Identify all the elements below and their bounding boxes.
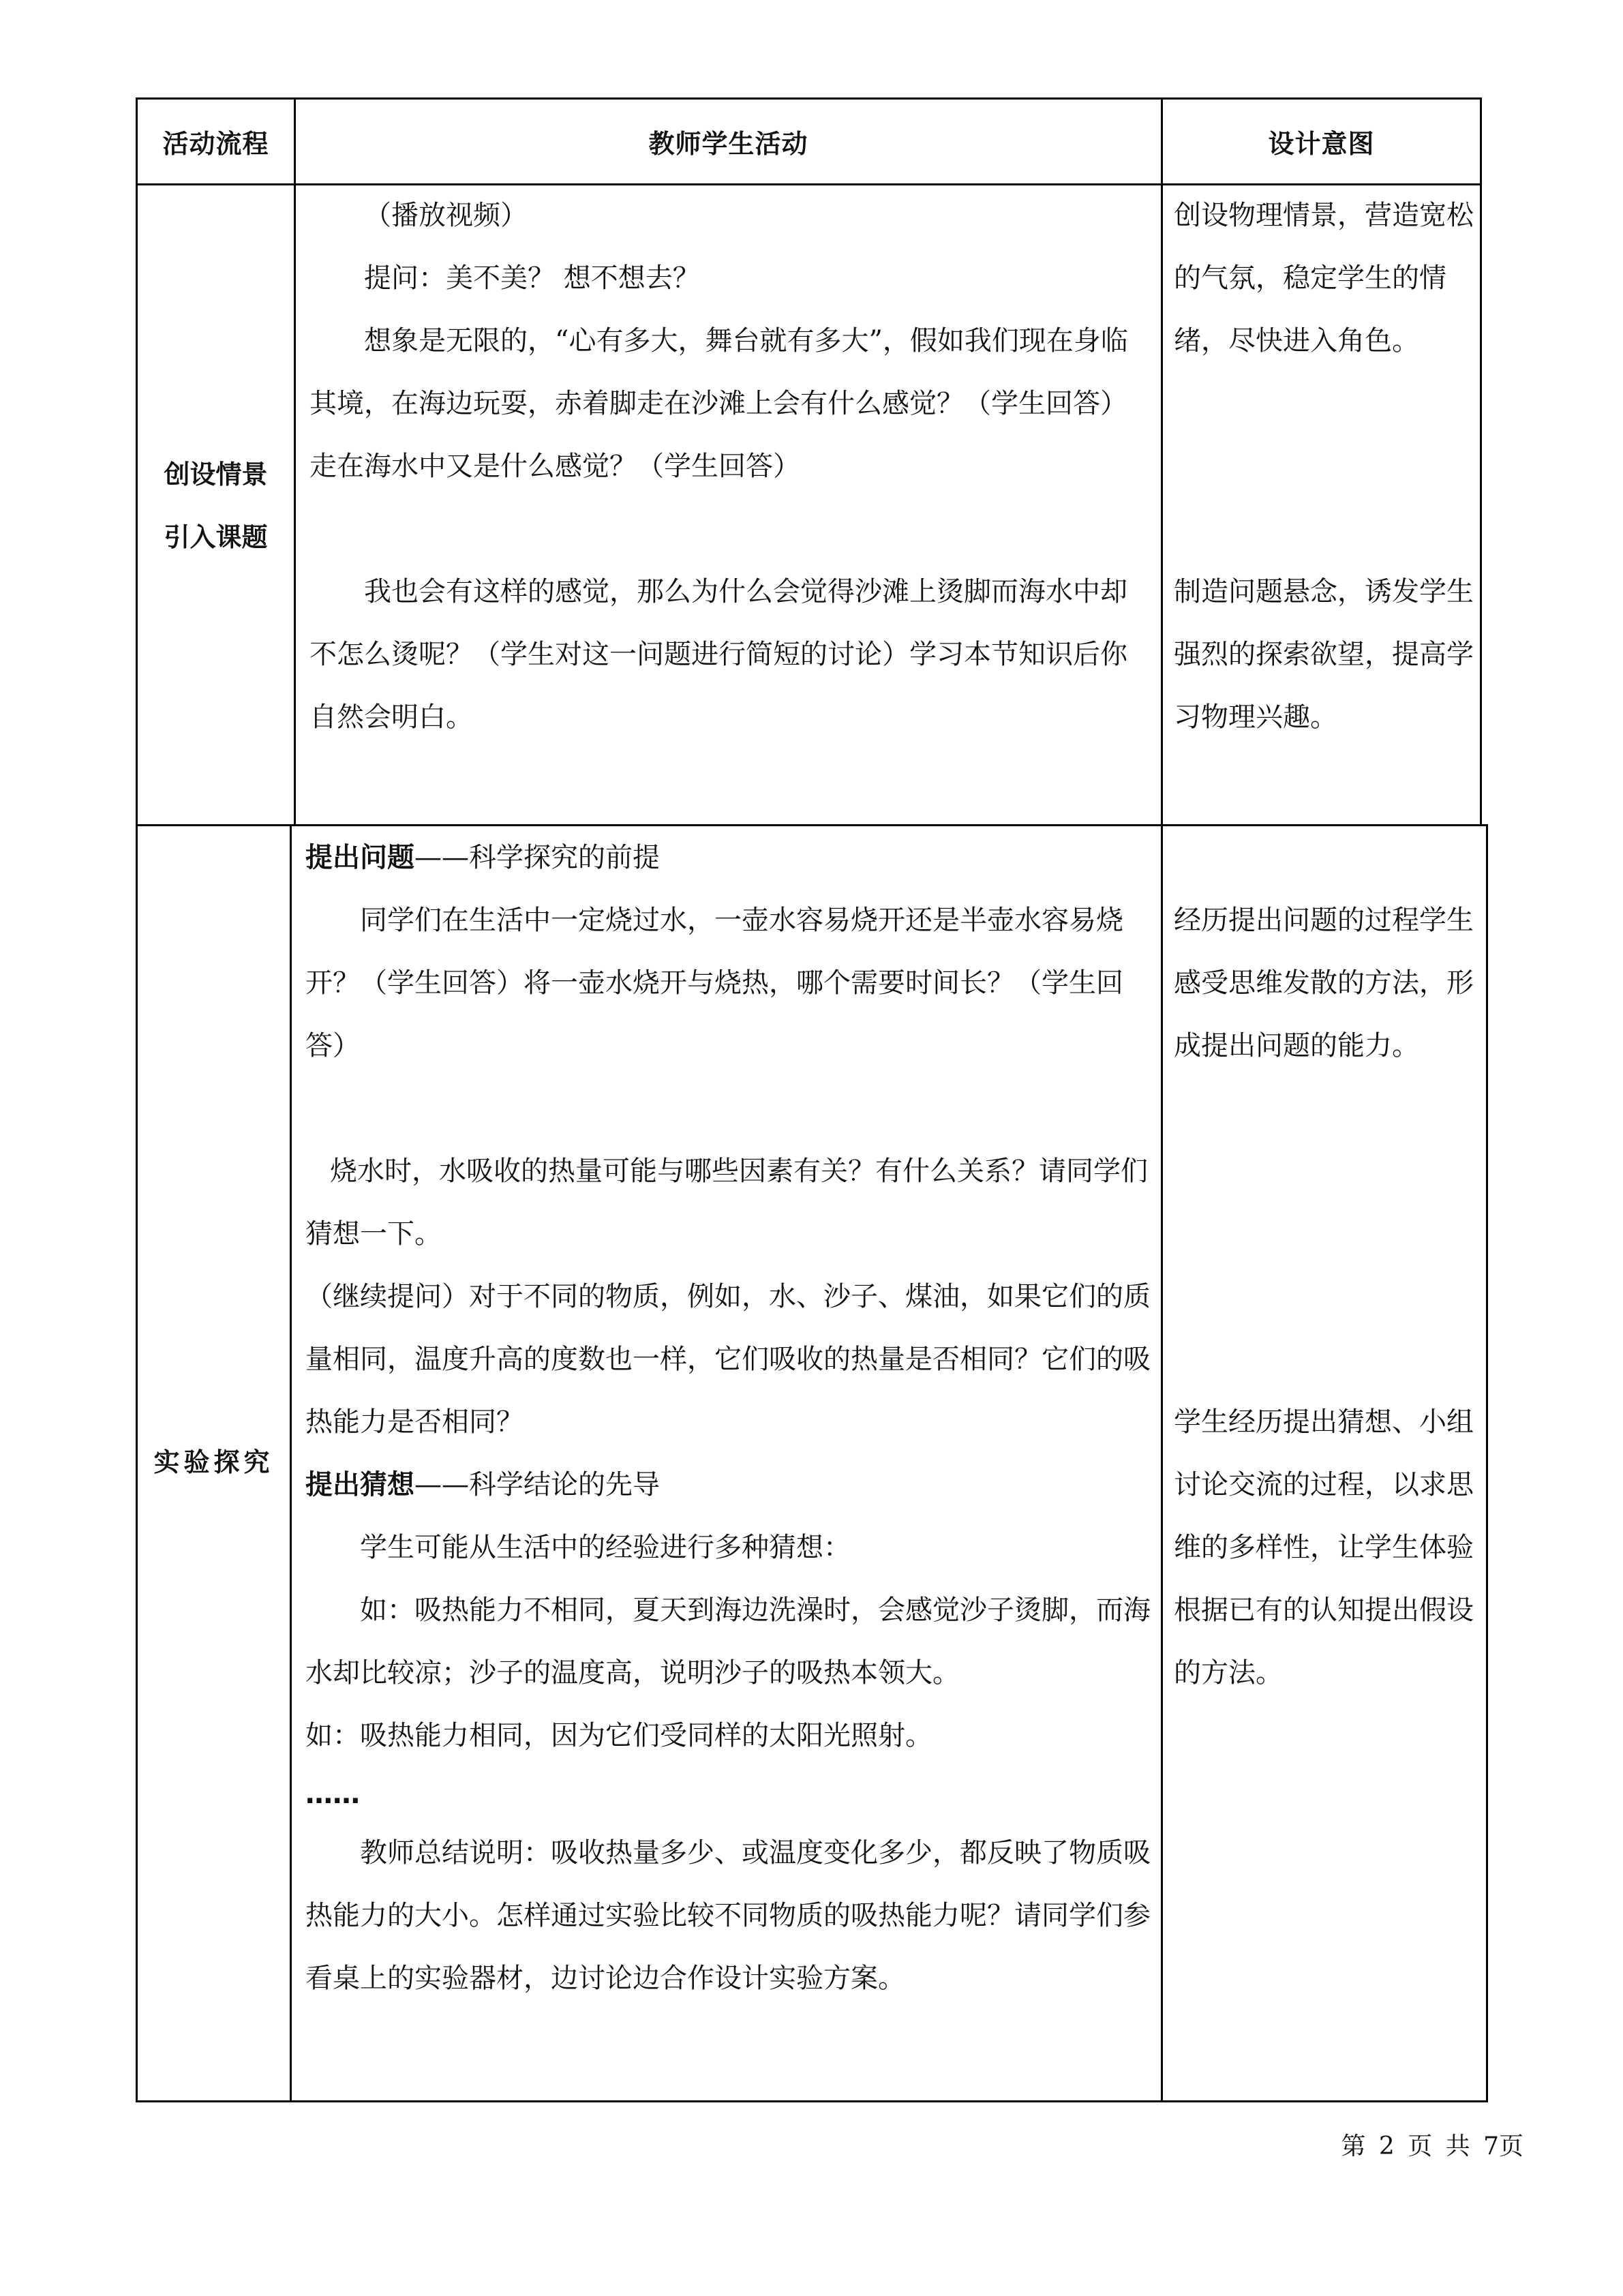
header-flow <box>138 100 294 183</box>
table-bottom-border <box>136 2100 1487 2102</box>
row1-activity-p2: 提问：美不美？ 想不想去？ <box>364 262 700 294</box>
header-intent <box>1163 100 1480 183</box>
row2-intent-2: 学生经历提出猜想、小组讨论交流的过程，以求思维的多样性，让学生体验根据已有的认知提出假设的方法。 <box>1174 1406 1474 1689</box>
row2-activity-cell <box>305 826 1151 2010</box>
row1-intent-2: 制造问题悬念，诱发学生强烈的探索欲望，提高学习物理兴趣。 <box>1174 576 1474 733</box>
header-intent-label: 设计意图 <box>1268 129 1375 159</box>
row2-activity-ellipsis: …… <box>305 1779 360 1810</box>
row1-activity-p4: 我也会有这样的感觉，那么为什么会觉得沙滩上烫脚而海水中却不怎么烫呢？（学生对这一问题进行简短的讨论）学习本节知识后你自然会明白。 <box>309 576 1127 733</box>
row1-intent-cell <box>1174 184 1474 749</box>
row2-activity-p6: 如：吸热能力相同，因为它们受同样的太阳光照射。 <box>305 1720 932 1751</box>
row2-activity-spacer <box>305 1077 1151 1140</box>
row2-activity-p2: 烧水时，水吸收的热量可能与哪些因素有关？有什么关系？请同学们猜想一下。 <box>305 1155 1148 1250</box>
column-divider-2 <box>1161 97 1163 2102</box>
column-divider-1-lower <box>290 824 292 2102</box>
row2-activity-p7: 教师总结说明：吸收热量多少、或温度变化多少，都反映了物质吸热能力的大小。怎样通过实验比较不同物质的吸热能力呢？请同学们参看桌上的实验器材，边讨论边合作设计实验方案。 <box>305 1837 1151 1994</box>
row1-intent-1: 创设物理情景，营造宽松的气氛，稳定学生的情绪，尽快进入角色。 <box>1174 200 1474 357</box>
row2-heading-guess-bold: 提出猜想 <box>305 1469 414 1500</box>
row1-flow-line1: 创设情景 <box>164 459 268 489</box>
row2-intent-1: 经历提出问题的过程学生感受思维发散的方法，形成提出问题的能力。 <box>1174 905 1474 1061</box>
row2-flow-cell <box>138 1431 290 1494</box>
row2-heading-guess-rest: ——科学结论的先导 <box>414 1469 660 1500</box>
row2-intent-spacer <box>1174 1077 1474 1391</box>
row2-heading-guess <box>305 1453 1151 1516</box>
row1-activity-spacer <box>309 498 1151 560</box>
table-right-border-upper <box>1480 97 1482 826</box>
row1-flow-cell <box>138 443 294 569</box>
row2-flow-label: 实验探究 <box>153 1447 274 1477</box>
row2-heading-question-rest: ——科学探究的前提 <box>414 842 660 873</box>
row2-heading-question <box>305 826 1151 889</box>
row1-activity-p3: 想象是无限的，“心有多大，舞台就有多大”，假如我们现在身临其境，在海边玩耍，赤着脚走在沙滩上会有什么感觉？（学生回答）走在海水中又是什么感觉？（学生回答） <box>309 325 1128 482</box>
column-divider-1-upper <box>294 97 296 826</box>
row2-activity-p1: 同学们在生活中一定烧过水，一壶水容易烧开还是半壶水容易烧开？（学生回答）将一壶水烧开与烧热，哪个需要时间长？（学生回答） <box>305 905 1123 1061</box>
table-right-border-lower <box>1486 824 1488 2102</box>
row1-activity-p1: （播放视频） <box>364 200 528 231</box>
header-activity <box>296 100 1161 183</box>
row2-activity-p3: （继续提问）对于不同的物质，例如，水、沙子、煤油，如果它们的质量相同，温度升高的度数也一样，它们吸收的热量是否相同？它们的吸热能力是否相同？ <box>305 1281 1151 1438</box>
row1-flow-line2: 引入课题 <box>164 522 268 552</box>
page-number: 第 2 页 共 7页 <box>1341 2132 1523 2160</box>
row1-activity-cell <box>309 184 1151 749</box>
row2-intent-cell <box>1174 889 1474 1704</box>
row1-intent-spacer <box>1174 372 1474 560</box>
row2-activity-p5: 如：吸热能力不相同，夏天到海边洗澡时，会感觉沙子烫脚，而海水却比较凉；沙子的温度高，说明沙子的吸热本领大。 <box>305 1595 1151 1689</box>
header-flow-label: 活动流程 <box>162 129 269 159</box>
row2-heading-question-bold: 提出问题 <box>305 842 414 873</box>
table-left-border <box>136 97 138 2102</box>
row2-activity-p4: 学生可能从生活中的经验进行多种猜想： <box>360 1532 851 1563</box>
header-activity-label: 教师学生活动 <box>648 129 808 159</box>
